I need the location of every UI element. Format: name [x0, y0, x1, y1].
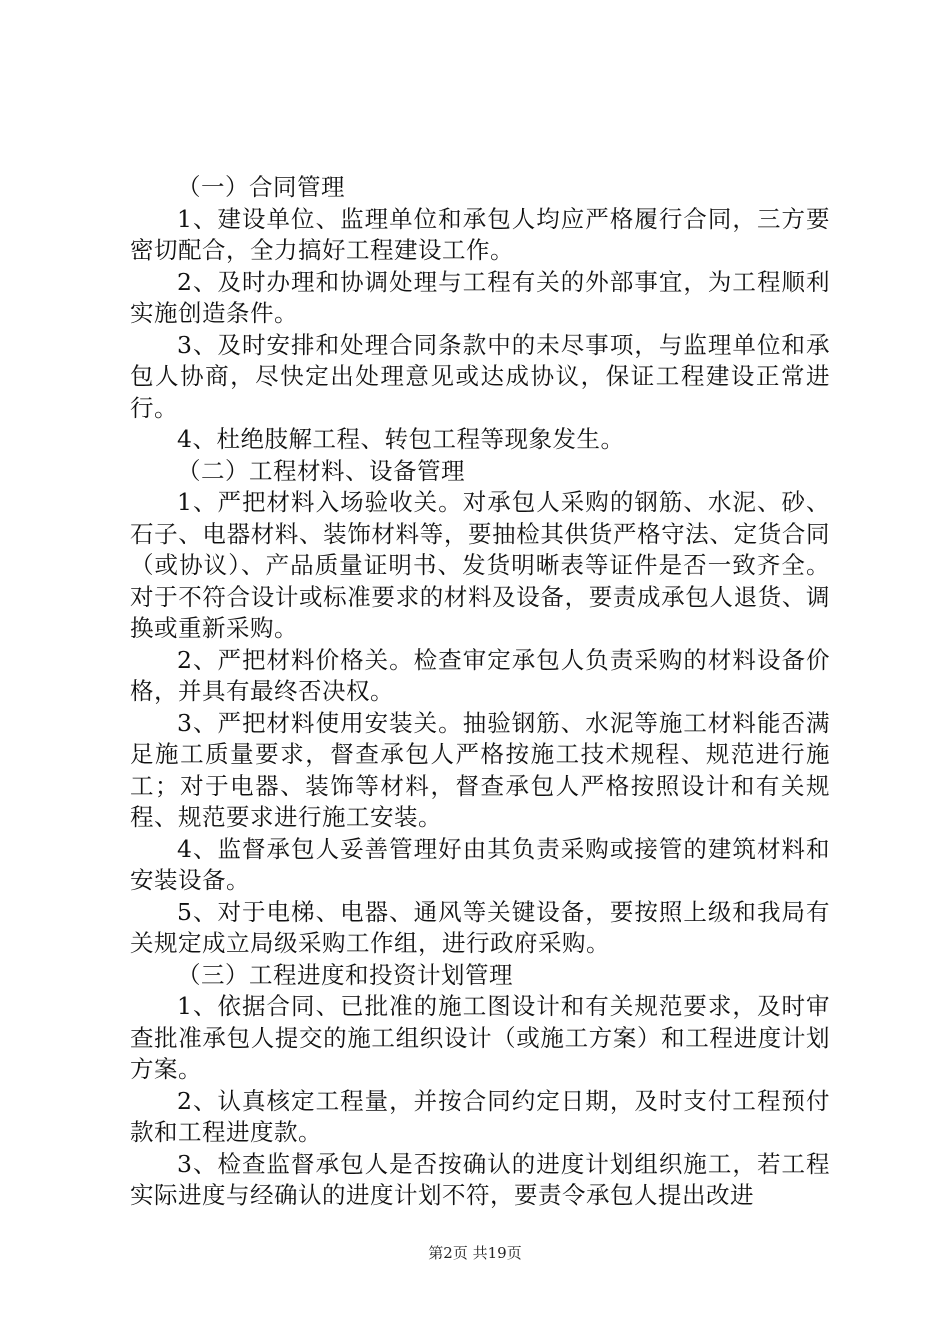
paragraph: 2、及时办理和协调处理与工程有关的外部事宜，为工程顺利实施创造条件。 [130, 267, 830, 327]
page-number-footer: 第2页 共19页 [428, 1244, 522, 1262]
paragraph: 2、认真核定工程量，并按合同约定日期，及时支付工程预付款和工程进度款。 [130, 1086, 830, 1146]
section-heading: （二）工程材料、设备管理 [177, 456, 465, 485]
section-heading: （三）工程进度和投资计划管理 [177, 960, 513, 989]
document-body [130, 172, 830, 1212]
paragraph: 2、严把材料价格关。检查审定承包人负责采购的材料设备价格，并具有最终否决权。 [130, 645, 830, 705]
paragraph: 3、严把材料使用安装关。抽验钢筋、水泥等施工材料能否满足施工质量要求，督查承包人严格按施工技术规程、规范进行施工；对于电器、装饰等材料，督查承包人严格按照设计和有关规程、规范要求进行施工安装。 [130, 708, 830, 831]
paragraph: 1、严把材料入场验收关。对承包人采购的钢筋、水泥、砂、石子、电器材料、装饰材料等，要抽检其供货严格守法、定货合同（或协议）、产品质量证明书、发货明晰表等证件是否一致齐全。对于不符合设计或标准要求的材料及设备，要责成承包人退货、调换或重新采购。 [130, 488, 830, 642]
paragraph: 3、检查监督承包人是否按确认的进度计划组织施工，若工程实际进度与经确认的进度计划不符，要责令承包人提出改进 [130, 1149, 830, 1209]
paragraph: 3、及时安排和处理合同条款中的未尽事项，与监理单位和承包人协商，尽快定出处理意见或达成协议，保证工程建设正常进行。 [130, 330, 830, 422]
paragraph: 5、对于电梯、电器、通风等关键设备，要按照上级和我局有关规定成立局级采购工作组，进行政府采购。 [130, 897, 830, 957]
paragraph: 4、杜绝肢解工程、转包工程等现象发生。 [177, 425, 625, 453]
paragraph: 1、依据合同、已批准的施工图设计和有关规范要求，及时审查批准承包人提交的施工组织设计（或施工方案）和工程进度计划方案。 [130, 992, 830, 1083]
paragraph: 1、建设单位、监理单位和承包人均应严格履行合同，三方要密切配合，全力搞好工程建设工作。 [130, 204, 830, 264]
paragraph: 4、监督承包人妥善管理好由其负责采购或接管的建筑材料和安装设备。 [130, 834, 830, 894]
section-contract-management [130, 172, 830, 456]
section-schedule-investment [130, 960, 830, 1212]
section-heading: （一）合同管理 [177, 173, 345, 201]
section-materials-equipment [130, 456, 830, 960]
